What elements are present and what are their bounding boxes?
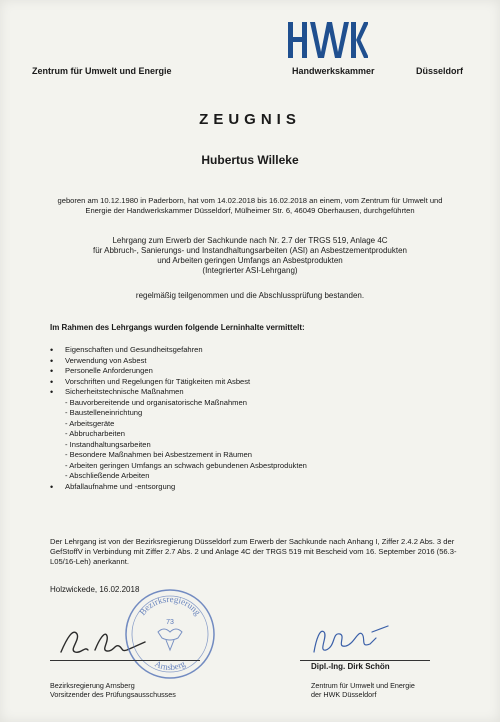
right-signer-name: Dipl.-Ing. Dirk Schön — [311, 662, 390, 671]
right-signer-organization — [311, 681, 415, 700]
signature-line-left — [50, 660, 200, 661]
sub-list-item: - Bauvorbereitende und organisatorische Maßnahmen — [65, 397, 247, 407]
sub-list-item: - Arbeiten geringen Umfangs an schwach gebundenen Asbestprodukten — [65, 460, 307, 470]
accreditation-paragraph: Der Lehrgang ist von der Bezirksregierung Düsseldorf zum Erwerb der Sachkunde nach Anhang I, Ziffer 2.4.2 Abs. 3 der GefStoffV in Verbindung mit Ziffer 2.7 Abs. 2 und Anlage 4C der TRGS 519 mit Bescheid vom 16. September 2016 (56.3-L05/16-Leh) anerkannt. — [50, 537, 457, 566]
sub-list-item: - Baustelleneinrichtung — [65, 408, 143, 417]
course-line: (Integrierter ASI-Lehrgang) — [202, 266, 298, 275]
topics-list — [50, 345, 307, 492]
header-chamber: Handwerkskammer — [292, 66, 375, 76]
sub-list-item: - Besondere Maßnahmen bei Asbestzement in Räumen — [65, 450, 252, 459]
left-signer-organization — [50, 681, 176, 700]
right-org-line: der HWK Düsseldorf — [311, 690, 377, 700]
list-item: • Sicherheitstechnische Maßnahmen — [50, 387, 307, 398]
course-line: Lehrgang zum Erwerb der Sachkunde nach Nr. 2.7 der TRGS 519, Anlage 4C — [112, 236, 388, 245]
hwk-logo — [288, 22, 368, 58]
list-item: • Verwendung von Asbest — [50, 356, 307, 367]
list-item: • Abfallaufnahme und -entsorgung — [50, 482, 307, 493]
topics-intro: Im Rahmen des Lehrgangs wurden folgende Lerninhalte vermittelt: — [50, 323, 305, 332]
course-line: für Abbruch-, Sanierungs- und Instandhaltungsarbeiten (ASI) an Asbestzementprodukten — [93, 246, 407, 255]
sub-list-item: - Instandhaltungsarbeiten — [65, 439, 151, 449]
seal-bottom-text: Arnsberg — [153, 658, 187, 673]
birth-paragraph: geboren am 10.12.1980 in Paderborn, hat vom 14.02.2018 bis 16.02.2018 an einem, vom Zentrum für Umwelt und Energie der Handwerkskammer Düsseldorf, Mülheimer Str. 6, 46049 Oberhausen, durchgeführten — [57, 196, 443, 215]
signature-line-right — [300, 660, 430, 661]
right-signature — [306, 622, 396, 660]
seal-number: 73 — [166, 619, 174, 626]
place-date: Holzwickede, 16.02.2018 — [50, 585, 140, 594]
list-item: • Vorschriften und Regelungen für Tätigkeiten mit Asbest — [50, 377, 307, 388]
list-item: • Personelle Anforderungen — [50, 366, 307, 377]
header-organization: Zentrum für Umwelt und Energie — [32, 66, 172, 76]
sub-list-item: - Abschließende Arbeiten — [65, 471, 150, 480]
right-org-line: Zentrum für Umwelt und Energie — [311, 681, 415, 690]
completion-statement: regelmäßig teilgenommen und die Abschlussprüfung bestanden. — [135, 291, 365, 300]
course-description — [44, 236, 456, 276]
list-item: • Eigenschaften und Gesundheitsgefahren — [50, 345, 307, 356]
recipient-name: Hubertus Willeke — [201, 153, 299, 167]
document-title: ZEUGNIS — [199, 111, 301, 128]
eagle-icon — [158, 629, 182, 650]
seal-top-text: Bezirksregierung — [137, 593, 203, 618]
header-city: Düsseldorf — [416, 66, 464, 76]
course-line: und Arbeiten geringen Umfangs an Asbestprodukten — [157, 256, 343, 265]
left-org-line: Bezirksregierung Arnsberg — [50, 681, 135, 690]
left-org-role: Vorsitzender des Prüfungsausschusses — [50, 690, 176, 700]
sub-list-item: - Abbrucharbeiten — [65, 429, 125, 438]
official-seal — [122, 586, 218, 682]
sub-list-item: - Arbeitsgeräte — [65, 418, 115, 428]
